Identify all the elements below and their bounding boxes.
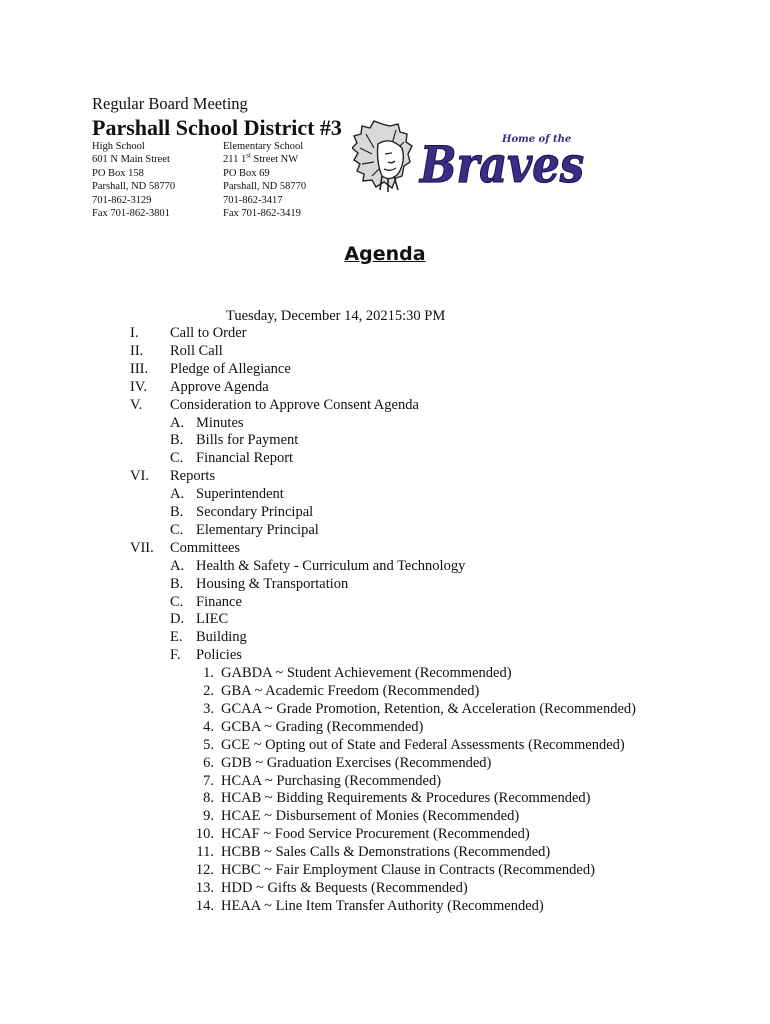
policy-number: 14. bbox=[195, 897, 214, 914]
sub-item-letter: A. bbox=[170, 486, 185, 503]
policy-number: 10. bbox=[195, 826, 214, 843]
sub-item-letter: E. bbox=[170, 629, 183, 646]
district-name: Parshall School District #3 bbox=[92, 115, 342, 140]
elementary-school-address bbox=[223, 140, 306, 220]
policy-text: HCBC ~ Fair Employment Clause in Contracts (Recommended) bbox=[221, 862, 595, 878]
hs-street: 601 N Main Street bbox=[92, 154, 170, 166]
item-number: VII. bbox=[130, 539, 154, 556]
sub-item-letter: D. bbox=[170, 611, 185, 628]
policy-number: 3. bbox=[203, 700, 214, 717]
item-text: Pledge of Allegiance bbox=[170, 360, 291, 377]
item-number: I. bbox=[130, 325, 139, 341]
sub-item-text: Policies bbox=[196, 647, 242, 664]
policy-text: GCE ~ Opting out of State and Federal Assessments (Recommended) bbox=[221, 736, 625, 753]
es-label: Elementary School bbox=[223, 141, 304, 152]
policy-number: 1. bbox=[203, 665, 214, 682]
policy-text: HCAE ~ Disbursement of Monies (Recommended) bbox=[221, 808, 520, 825]
item-text: Call to Order bbox=[170, 325, 247, 341]
item-number: III. bbox=[130, 360, 149, 377]
high-school-address bbox=[92, 140, 175, 220]
es-po-box: PO Box 69 bbox=[223, 167, 270, 179]
hs-phone: 701-862-3129 bbox=[92, 194, 152, 206]
sub-item-text: Elementary Principal bbox=[196, 521, 319, 538]
sub-item-letter: C. bbox=[170, 593, 184, 610]
sub-item-text: Health & Safety - Curriculum and Technology bbox=[196, 557, 466, 574]
item-text: Approve Agenda bbox=[170, 378, 269, 395]
sub-item-letter: C. bbox=[170, 450, 184, 467]
policy-number: 8. bbox=[203, 790, 214, 807]
policy-number: 7. bbox=[203, 772, 214, 789]
policy-number: 6. bbox=[203, 754, 214, 771]
sub-item-letter: A. bbox=[170, 414, 185, 431]
item-text: Reports bbox=[170, 468, 216, 485]
item-number: IV. bbox=[130, 378, 148, 395]
policy-text: HCBB ~ Sales Calls & Demonstrations (Recommended) bbox=[221, 844, 551, 861]
logo-tagline: Home of the bbox=[502, 134, 572, 145]
meeting-type: Regular Board Meeting bbox=[92, 94, 248, 113]
policy-number: 11. bbox=[196, 844, 214, 861]
es-phone: 701-862-3417 bbox=[223, 194, 283, 206]
sub-item-text: Financial Report bbox=[196, 450, 294, 467]
hs-label: High School bbox=[92, 141, 145, 152]
policy-number: 13. bbox=[195, 879, 214, 896]
es-street bbox=[223, 153, 306, 166]
sub-item-letter: B. bbox=[170, 575, 184, 592]
item-text: Consideration to Approve Consent Agenda bbox=[170, 396, 419, 413]
policy-number: 12. bbox=[195, 862, 214, 878]
hs-fax: Fax 701-862-3801 bbox=[92, 208, 170, 220]
logo-team-name: Braves bbox=[418, 135, 584, 194]
item-number: V. bbox=[130, 396, 143, 413]
item-number: II. bbox=[130, 342, 144, 359]
item-number: VI. bbox=[130, 468, 149, 485]
item-text: Roll Call bbox=[170, 342, 223, 359]
hs-city: Parshall, ND 58770 bbox=[92, 181, 176, 193]
es-street-sup: st bbox=[246, 151, 251, 160]
policy-text: GCBA ~ Grading (Recommended) bbox=[221, 718, 424, 735]
policy-text: GBA ~ Academic Freedom (Recommended) bbox=[221, 683, 480, 699]
sub-item-letter: C. bbox=[170, 521, 184, 538]
policy-number: 5. bbox=[203, 736, 214, 753]
policy-number: 4. bbox=[203, 718, 214, 735]
sub-item-letter: A. bbox=[170, 557, 185, 574]
sub-item-text: Finance bbox=[196, 593, 242, 610]
policy-number: 2. bbox=[203, 683, 214, 699]
sub-item-letter: B. bbox=[170, 504, 184, 520]
sub-item-letter: B. bbox=[170, 432, 184, 449]
policy-text: HCAB ~ Bidding Requirements & Procedures (Recommended) bbox=[221, 790, 591, 807]
chief-head-icon bbox=[352, 121, 412, 192]
es-city: Parshall, ND 58770 bbox=[223, 181, 307, 193]
hs-po-box: PO Box 158 bbox=[92, 167, 144, 179]
sub-item-text: Housing & Transportation bbox=[196, 575, 349, 592]
es-street-num: 211 1 bbox=[223, 154, 247, 166]
sub-item-letter: F. bbox=[170, 647, 181, 664]
policy-text: GDB ~ Graduation Exercises (Recommended) bbox=[221, 754, 492, 771]
braves-logo bbox=[352, 118, 588, 194]
policy-text: GABDA ~ Student Achievement (Recommended) bbox=[221, 665, 512, 682]
policy-text: HDD ~ Gifts & Bequests (Recommended) bbox=[221, 879, 468, 896]
es-street-rest: Street NW bbox=[250, 154, 299, 166]
meeting-date-time: Tuesday, December 14, 20215:30 PM bbox=[226, 308, 446, 324]
policy-text: HCAF ~ Food Service Procurement (Recommended) bbox=[221, 826, 530, 843]
es-fax: Fax 701-862-3419 bbox=[223, 208, 301, 220]
sub-item-text: LIEC bbox=[196, 611, 229, 628]
item-text: Committees bbox=[170, 539, 241, 556]
policy-text: HEAA ~ Line Item Transfer Authority (Recommended) bbox=[221, 897, 544, 914]
policy-text: GCAA ~ Grade Promotion, Retention, & Acceleration (Recommended) bbox=[221, 700, 636, 717]
policy-text: HCAA ~ Purchasing (Recommended) bbox=[221, 772, 442, 789]
sub-item-text: Minutes bbox=[196, 414, 244, 431]
sub-item-text: Building bbox=[196, 629, 247, 646]
agenda-title: Agenda bbox=[344, 243, 426, 265]
sub-item-text: Superintendent bbox=[196, 486, 284, 503]
policy-number: 9. bbox=[203, 808, 214, 825]
sub-item-text: Secondary Principal bbox=[196, 504, 314, 520]
sub-item-text: Bills for Payment bbox=[196, 432, 299, 449]
